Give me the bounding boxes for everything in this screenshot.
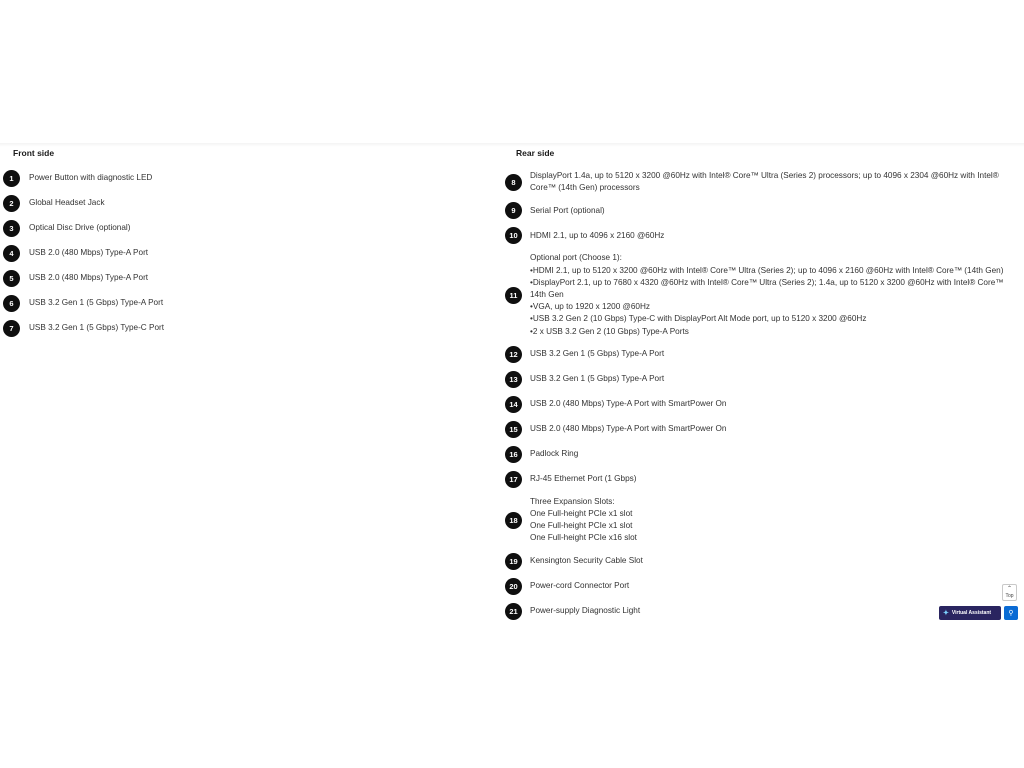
- port-description-line: USB 2.0 (480 Mbps) Type-A Port: [29, 273, 149, 283]
- back-to-top-label: Top: [1005, 593, 1014, 599]
- port-number-badge: 11: [505, 287, 522, 304]
- port-description: [29, 172, 152, 184]
- port-description: [29, 197, 105, 209]
- port-description: [530, 398, 726, 410]
- port-item: [505, 421, 1010, 438]
- port-number-badge: 13: [505, 371, 522, 388]
- port-description-line: One Full-height PCIe x16 slot: [530, 533, 637, 543]
- port-description-line: •VGA, up to 1920 x 1200 @60Hz: [530, 302, 650, 312]
- port-item: [3, 170, 483, 187]
- port-item: [505, 603, 1010, 620]
- port-number-badge: 18: [505, 512, 522, 529]
- chat-button[interactable]: [1004, 606, 1018, 620]
- port-description: [530, 205, 605, 217]
- back-to-top-button[interactable]: [1002, 584, 1017, 601]
- port-description-line: One Full-height PCIe x1 slot: [530, 521, 633, 531]
- port-item: [505, 202, 1010, 219]
- port-description: [530, 373, 664, 385]
- port-description-line: Three Expansion Slots:: [530, 496, 615, 506]
- port-number-badge: 1: [3, 170, 20, 187]
- port-description-line: •2 x USB 3.2 Gen 2 (10 Gbps) Type-A Ports: [530, 326, 689, 336]
- port-description: [29, 247, 148, 259]
- port-number-badge: 21: [505, 603, 522, 620]
- port-description-line: HDMI 2.1, up to 4096 x 2160 @60Hz: [530, 230, 665, 240]
- port-item: [505, 346, 1010, 363]
- port-item: [505, 446, 1010, 463]
- port-item: [505, 578, 1010, 595]
- port-item: [505, 553, 1010, 570]
- port-description-line: USB 2.0 (480 Mbps) Type-A Port with SmartPower On: [530, 399, 727, 409]
- port-description-line: USB 3.2 Gen 1 (5 Gbps) Type-A Port: [29, 298, 164, 308]
- virtual-assistant-button[interactable]: [939, 606, 1001, 620]
- virtual-assistant-label: Virtual Assistant: [951, 610, 992, 616]
- port-number-badge: 9: [505, 202, 522, 219]
- port-description-line: •DisplayPort 2.1, up to 7680 x 4320 @60Hz with Intel® Core™ Ultra (Series 2); 1.4a, up to 5120 x 3200 @60Hz with Intel® Core™ 14th Gen: [530, 277, 1004, 300]
- port-description-line: Padlock Ring: [530, 449, 579, 459]
- port-number-badge: 12: [505, 346, 522, 363]
- port-number-badge: 16: [505, 446, 522, 463]
- port-item: [3, 320, 483, 337]
- port-description-line: Power Button with diagnostic LED: [29, 173, 153, 183]
- port-description: [530, 448, 578, 460]
- port-description: [530, 555, 643, 567]
- port-item: [505, 252, 1010, 337]
- port-number-badge: 4: [3, 245, 20, 262]
- port-number-badge: 6: [3, 295, 20, 312]
- chat-icon: ⚲: [1008, 610, 1014, 617]
- port-description: [530, 580, 629, 592]
- port-item: [505, 371, 1010, 388]
- port-item: [3, 245, 483, 262]
- port-item: [505, 170, 1010, 194]
- port-description-line: USB 2.0 (480 Mbps) Type-A Port: [29, 248, 149, 258]
- port-description-line: Global Headset Jack: [29, 198, 105, 208]
- port-description: [29, 322, 164, 334]
- port-description-line: Power-supply Diagnostic Light: [530, 606, 641, 616]
- front-side-title: Front side: [13, 148, 55, 158]
- port-number-badge: 7: [3, 320, 20, 337]
- port-description-line: •USB 3.2 Gen 2 (10 Gbps) Type-C with DisplayPort Alt Mode port, up to 5120 x 3200 @60Hz: [530, 314, 867, 324]
- port-description-line: Serial Port (optional): [530, 205, 605, 215]
- port-description: [530, 605, 640, 617]
- rear-side-list: [505, 170, 1010, 628]
- port-item: [3, 220, 483, 237]
- front-side-list: [3, 170, 483, 345]
- port-description: [29, 222, 130, 234]
- port-description: [530, 252, 1010, 337]
- rear-side-title: Rear side: [516, 148, 555, 158]
- port-description-line: RJ-45 Ethernet Port (1 Gbps): [530, 474, 637, 484]
- port-description-line: •HDMI 2.1, up to 5120 x 3200 @60Hz with Intel® Core™ Ultra (Series 2); up to 4096 x 2160 @60Hz with Intel® Core™ (14th Gen): [530, 265, 1004, 275]
- port-description: [530, 170, 1010, 194]
- port-number-badge: 17: [505, 471, 522, 488]
- port-number-badge: 14: [505, 396, 522, 413]
- port-number-badge: 3: [3, 220, 20, 237]
- port-description: [530, 473, 636, 485]
- port-description: [530, 496, 637, 545]
- port-description: [530, 348, 664, 360]
- port-number-badge: 5: [3, 270, 20, 287]
- port-description: [530, 230, 664, 242]
- port-description: [29, 272, 148, 284]
- port-number-badge: 2: [3, 195, 20, 212]
- port-description-line: Optical Disc Drive (optional): [29, 223, 131, 233]
- port-description-line: USB 2.0 (480 Mbps) Type-A Port with SmartPower On: [530, 424, 727, 434]
- port-item: [3, 195, 483, 212]
- port-description-line: DisplayPort 1.4a, up to 5120 x 3200 @60Hz with Intel® Core™ Ultra (Series 2) processors; up to 4096 x 2304 @60Hz with Intel® Core™ (14th Gen) processors: [530, 171, 999, 193]
- port-description: [29, 297, 163, 309]
- port-item: [505, 471, 1010, 488]
- port-description: [530, 423, 726, 435]
- port-number-badge: 10: [505, 227, 522, 244]
- port-description-line: USB 3.2 Gen 1 (5 Gbps) Type-C Port: [29, 323, 165, 333]
- port-item: [3, 270, 483, 287]
- port-item: [3, 295, 483, 312]
- port-number-badge: 20: [505, 578, 522, 595]
- port-description-line: USB 3.2 Gen 1 (5 Gbps) Type-A Port: [530, 349, 665, 359]
- port-item: [505, 396, 1010, 413]
- port-description-line: One Full-height PCIe x1 slot: [530, 509, 633, 519]
- port-number-badge: 8: [505, 174, 522, 191]
- port-description-line: Optional port (Choose 1):: [530, 253, 622, 263]
- port-description-line: Power-cord Connector Port: [530, 581, 630, 591]
- port-number-badge: 15: [505, 421, 522, 438]
- port-number-badge: 19: [505, 553, 522, 570]
- port-description-line: Kensington Security Cable Slot: [530, 556, 643, 566]
- page-header-divider: [0, 143, 1024, 147]
- port-item: [505, 496, 1010, 545]
- sparkle-icon: ✦: [943, 610, 949, 617]
- port-item: [505, 227, 1010, 244]
- chevron-up-icon: ⌃: [1006, 586, 1013, 592]
- port-description-line: USB 3.2 Gen 1 (5 Gbps) Type-A Port: [530, 374, 665, 384]
